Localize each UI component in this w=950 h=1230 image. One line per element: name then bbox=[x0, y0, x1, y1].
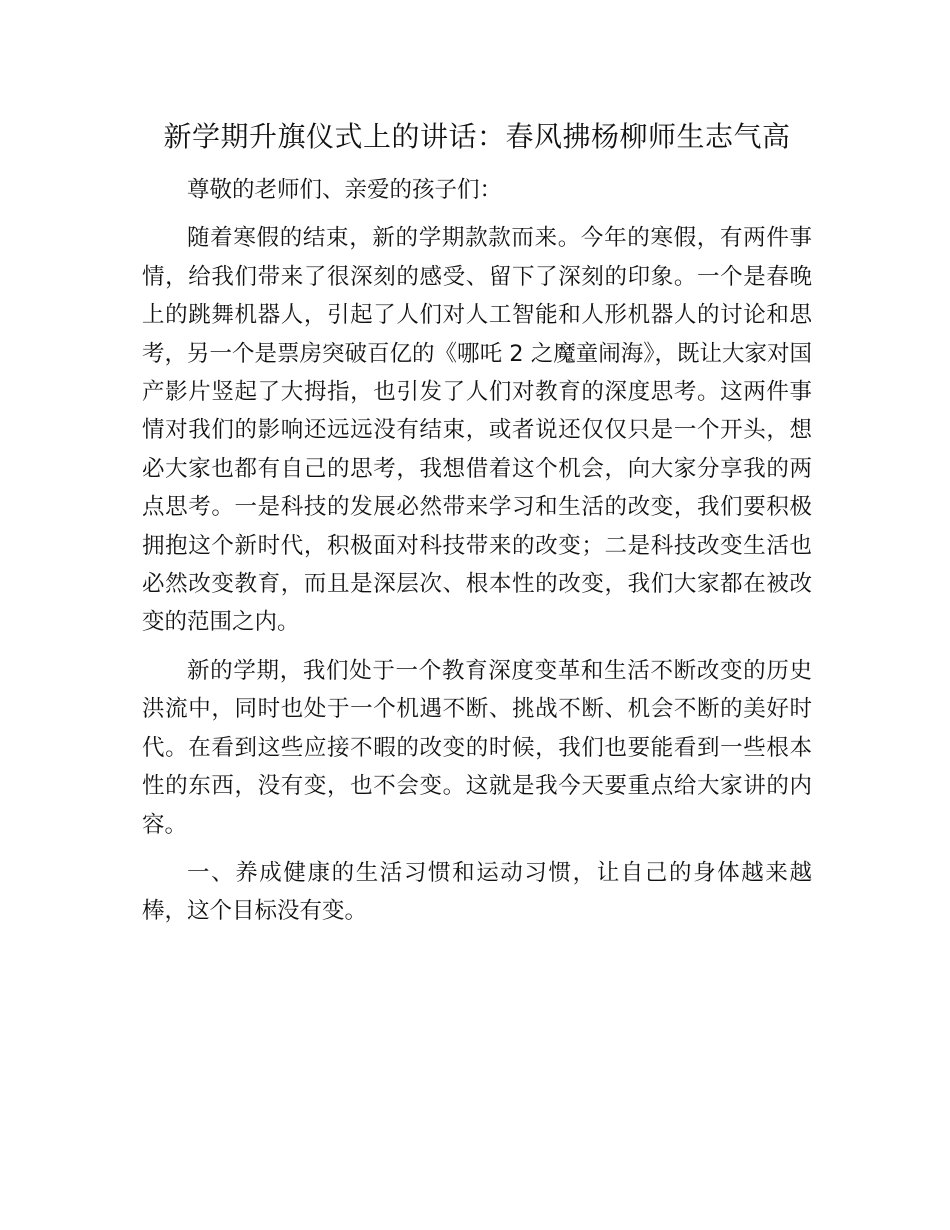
paragraph-2: 新的学期，我们处于一个教育深度变革和生活不断改变的历史洪流中，同时也处于一个机遇不断、挑战不断、机会不断的美好时代。在看到这些应接不暇的改变的时候，我们也要能看到一些根本性的东西，没有变，也不会变。这就是我今天要重点给大家讲的内容。 bbox=[142, 657, 812, 838]
paragraph-1: 随着寒假的结束，新的学期款款而来。今年的寒假，有两件事情，给我们带来了很深刻的感受、留下了深刻的印象。一个是春晚上的跳舞机器人，引起了人们对人工智能和人形机器人的讨论和思考，另一个是票房突破百亿的《哪吒 2 之魔童闹海》，既让大家对国产影片竖起了大拇指，也引发了人们对教育的深度思考。这两件事情对我们的影响还远远没有结束，或者说还仅仅只是一个开头，想必大家也都有自己的思考，我想借着这个机会，向大家分享我的两点思考。一是科技的发展必然带来学习和生活的改变，我们要积极拥抱这个新时代，积极面对科技带来的改变；二是科技改变生活也必然改变教育，而且是深层次、根本性的改变，我们大家都在被改变的范围之内。 bbox=[142, 225, 812, 636]
document-page bbox=[142, 112, 812, 931]
greeting: 尊敬的老师们、亲爱的孩子们： bbox=[187, 177, 503, 203]
document-title: 新学期升旗仪式上的讲话：春风拂杨柳师生志气高 bbox=[163, 120, 791, 153]
paragraph-3: 一、养成健康的生活习惯和运动习惯，让自己的身体越来越棒，这个目标没有变。 bbox=[142, 859, 812, 925]
